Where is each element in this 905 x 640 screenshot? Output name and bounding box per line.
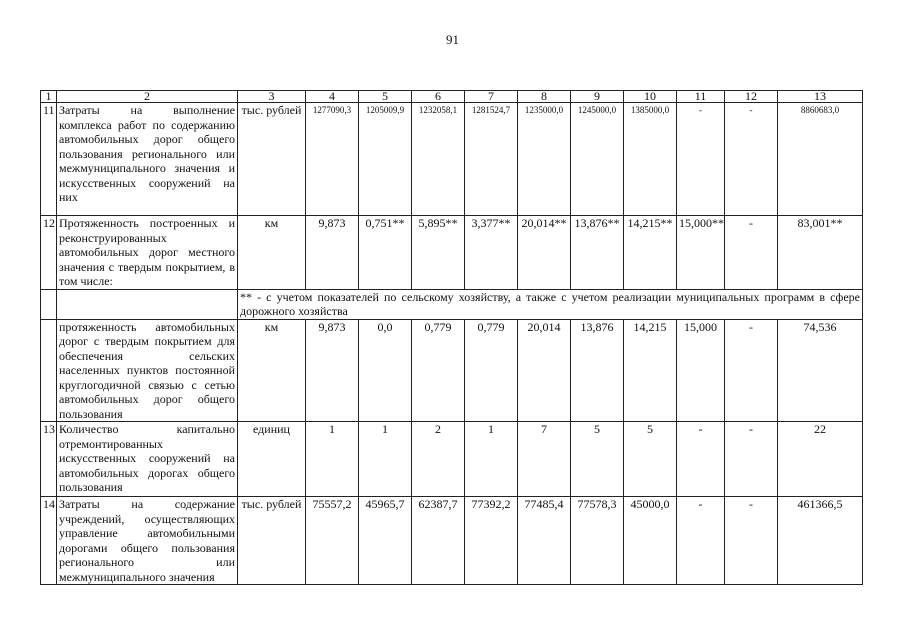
table-cell: - xyxy=(725,319,778,422)
table-cell: - xyxy=(725,422,778,497)
row-description: Количество капитально отремонтированных искусственных сооружений на автомобильных дорогах общего пользования xyxy=(57,422,238,497)
table-cell: 1277090,3 xyxy=(306,103,359,216)
column-header: 11 xyxy=(677,91,725,103)
table-cell: 14,215** xyxy=(624,216,677,290)
table-cell: 74,536 xyxy=(778,319,863,422)
table-cell: - xyxy=(725,103,778,216)
table-cell: 0,0 xyxy=(359,319,412,422)
table-cell: 1232058,1 xyxy=(412,103,465,216)
row-unit: км xyxy=(238,216,306,290)
table-cell: 9,873 xyxy=(306,319,359,422)
table-cell: 45000,0 xyxy=(624,497,677,585)
table-cell: 5,895** xyxy=(412,216,465,290)
table-cell: 75557,2 xyxy=(306,497,359,585)
table-cell: 15,000 xyxy=(677,319,725,422)
column-header: 5 xyxy=(359,91,412,103)
table-cell: - xyxy=(677,103,725,216)
table-cell: 1245000,0 xyxy=(571,103,624,216)
row-number: 13 xyxy=(41,422,57,497)
table-row xyxy=(41,497,863,585)
row-number: 12 xyxy=(41,216,57,290)
column-header: 6 xyxy=(412,91,465,103)
table-cell: 2 xyxy=(412,422,465,497)
row-number: 14 xyxy=(41,497,57,585)
table-cell: - xyxy=(725,497,778,585)
table-cell: 20,014** xyxy=(518,216,571,290)
table-cell: 0,779 xyxy=(412,319,465,422)
page-number: 91 xyxy=(446,32,459,47)
column-header: 4 xyxy=(306,91,359,103)
row-description: протяженность автомобильных дорог с твердым покрытием для обеспечения сельских населенных пунктов постоянной круглогодичной связью с сетью автомобильных дорог общего пользования xyxy=(57,319,238,422)
indicators-table xyxy=(40,90,863,585)
table-cell: 1 xyxy=(465,422,518,497)
table-cell: 77485,4 xyxy=(518,497,571,585)
footnote-row xyxy=(41,289,863,319)
table-cell: 14,215 xyxy=(624,319,677,422)
table-cell: 8860683,0 xyxy=(778,103,863,216)
column-header: 13 xyxy=(778,91,863,103)
table-row xyxy=(41,319,863,422)
table-row xyxy=(41,103,863,216)
row-unit: единиц xyxy=(238,422,306,497)
table-cell: 45965,7 xyxy=(359,497,412,585)
table-cell: 13,876 xyxy=(571,319,624,422)
table-cell: 5 xyxy=(571,422,624,497)
table-cell: 1235000,0 xyxy=(518,103,571,216)
table-cell: - xyxy=(677,497,725,585)
column-header: 7 xyxy=(465,91,518,103)
column-header: 8 xyxy=(518,91,571,103)
table-cell: 9,873 xyxy=(306,216,359,290)
table-cell: 1385000,0 xyxy=(624,103,677,216)
row-description: Затраты на выполнение комплекса работ по содержанию автомобильных дорог общего пользования регионального или межмуниципального значения и искусственных сооружений на них xyxy=(57,103,238,216)
table-cell: 22 xyxy=(778,422,863,497)
table-cell: 5 xyxy=(624,422,677,497)
table-cell: 3,377** xyxy=(465,216,518,290)
table-cell: 20,014 xyxy=(518,319,571,422)
table-cell: 62387,7 xyxy=(412,497,465,585)
table-cell: - xyxy=(725,216,778,290)
row-number: 11 xyxy=(41,103,57,216)
column-header: 3 xyxy=(238,91,306,103)
table-cell: 15,000** xyxy=(677,216,725,290)
empty-cell xyxy=(41,289,57,319)
table-cell: - xyxy=(677,422,725,497)
column-header: 10 xyxy=(624,91,677,103)
row-unit: тыс. рублей xyxy=(238,103,306,216)
table-cell: 7 xyxy=(518,422,571,497)
column-header: 1 xyxy=(41,91,57,103)
header-row xyxy=(41,91,863,103)
table-cell: 1 xyxy=(306,422,359,497)
table-cell: 13,876** xyxy=(571,216,624,290)
table-cell: 1 xyxy=(359,422,412,497)
column-header: 2 xyxy=(57,91,238,103)
row-unit: тыс. рублей xyxy=(238,497,306,585)
row-unit: км xyxy=(238,319,306,422)
table-cell: 461366,5 xyxy=(778,497,863,585)
table-row xyxy=(41,422,863,497)
table-cell: 0,751** xyxy=(359,216,412,290)
table-cell: 1205009,9 xyxy=(359,103,412,216)
table-cell: 0,779 xyxy=(465,319,518,422)
empty-cell xyxy=(57,289,238,319)
table-cell: 77578,3 xyxy=(571,497,624,585)
column-header: 12 xyxy=(725,91,778,103)
table-cell: 83,001** xyxy=(778,216,863,290)
row-number xyxy=(41,319,57,422)
row-description: Протяженность построенных и реконструированных автомобильных дорог местного значения с твердым покрытием, в том числе: xyxy=(57,216,238,290)
footnote: ** - с учетом показателей по сельскому хозяйству, а также с учетом реализации муниципальных программ в сфере дорожного хозяйства xyxy=(238,289,863,319)
row-description: Затраты на содержание учреждений, осуществляющих управление автомобильными дорогами общего пользования регионального или межмуниципального значения xyxy=(57,497,238,585)
column-header: 9 xyxy=(571,91,624,103)
table-cell: 1281524,7 xyxy=(465,103,518,216)
table-row xyxy=(41,216,863,290)
table-cell: 77392,2 xyxy=(465,497,518,585)
